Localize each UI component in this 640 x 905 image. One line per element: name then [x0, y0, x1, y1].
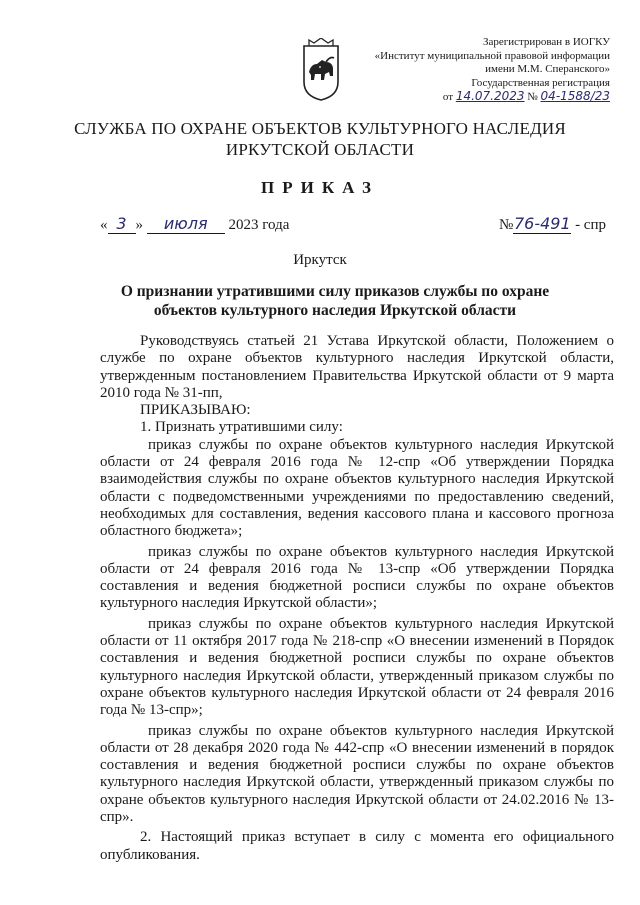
- organization-name-line2: ИРКУТСКОЙ ОБЛАСТИ: [225, 140, 415, 159]
- registration-number: 04-1588/23: [540, 89, 610, 103]
- organization-name: [0, 118, 640, 160]
- document-title: О признании утратившими силу приказов службы по охране объектов культурного наследия Иркутской области: [120, 283, 550, 319]
- item-2: 2. Настоящий приказ вступает в силу с момента его официального опубликования.: [100, 829, 614, 863]
- date-month: июля: [147, 214, 225, 234]
- registration-from-label: от: [442, 91, 454, 103]
- preamble: Руководствуясь статьей 21 Устава Иркутской области, Положением о службе по охране объектов культурного наследия Иркутской области, утвержденным постановлением Правительства Иркутской области от 9 марта 2010 года № 31-пп,: [100, 333, 614, 401]
- document-type: ПРИКАЗ: [261, 178, 379, 197]
- organization-name-line1: СЛУЖБА ПО ОХРАНЕ ОБЪЕКТОВ КУЛЬТУРНОГО НАСЛЕДИЯ: [74, 119, 566, 138]
- order-number: [499, 214, 606, 234]
- registration-line: «Институт муниципальной правовой информации: [374, 49, 610, 62]
- revoked-order: приказ службы по охране объектов культурного наследия Иркутской области от 11 октября 2017 года № 218-спр «О внесении изменений в Порядок составления и ведения бюджетной росписи службы по охране объектов культурного наследия Иркутской области, утвержденный приказом службы по охране объектов культурного наследия Иркутской области от 24 февраля 2016 года № 13-спр»;: [100, 615, 614, 719]
- order-date: [100, 214, 289, 234]
- revoked-order: приказ службы по охране объектов культурного наследия Иркутской области от 24 февраля 2016 года № 13-спр «Об утверждении Порядка составления и ведения бюджетной росписи службы по охране объектов культурного наследия Иркутской области»;: [100, 543, 614, 612]
- registration-date: 14.07.2023: [455, 89, 525, 103]
- order-word: ПРИКАЗЫВАЮ:: [140, 402, 251, 419]
- registration-stamp: [350, 36, 610, 105]
- date-day: 3: [108, 214, 136, 234]
- date-year: 2023 года: [228, 217, 290, 233]
- date-open-quote: «: [100, 217, 108, 233]
- item-1: 1. Признать утратившими силу:: [140, 419, 343, 436]
- document-body: [100, 333, 614, 864]
- city: Иркутск: [293, 252, 347, 268]
- registration-line: Зарегистрирован в ИОГКУ: [482, 36, 610, 48]
- coat-of-arms-icon: [300, 38, 342, 102]
- number-prefix: №: [499, 217, 514, 233]
- number-value: 76-491: [513, 214, 571, 233]
- number-suffix: - спр: [575, 217, 606, 233]
- revoked-order: приказ службы по охране объектов культурного наследия Иркутской области от 28 декабря 2020 года № 442-спр «О внесении изменений в порядок составления и ведения бюджетной росписи службы по охране объектов культурного наследия Иркутской области, утвержденный приказом службы по охране объектов культурного наследия Иркутской области от 24.02.2016 № 13-спр».: [100, 722, 614, 826]
- date-close-quote: »: [135, 217, 143, 233]
- registration-line: имени М.М. Сперанского»: [485, 63, 610, 75]
- revoked-order: приказ службы по охране объектов культурного наследия Иркутской области от 24 февраля 2016 года № 12-спр «Об утверждении Порядка взаимодействия службы по охране объектов культурного наследия Иркутской области с подведомственными учреждениями по предоставлению сведений, необходимых для составления, ведения кассового плана и кассового прогноза областного бюджета»;: [100, 436, 614, 540]
- registration-number-label: №: [527, 91, 538, 103]
- registration-date-number: [350, 90, 610, 105]
- registration-line: Государственная регистрация: [471, 76, 610, 89]
